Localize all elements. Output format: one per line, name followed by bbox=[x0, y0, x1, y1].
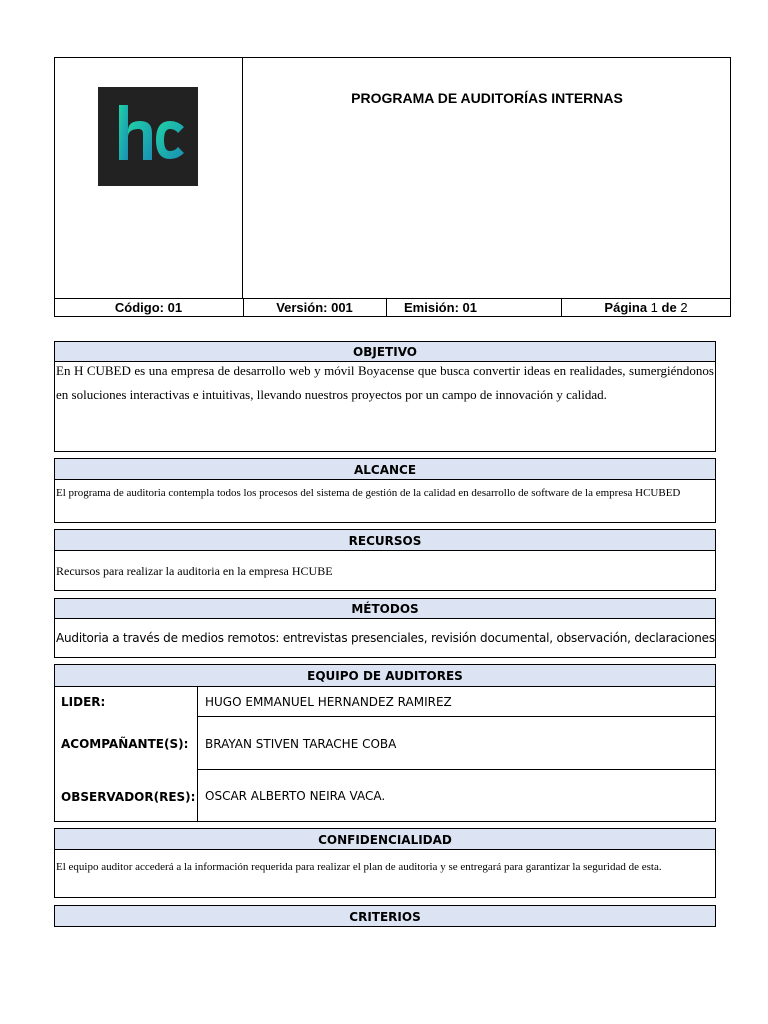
auditor-label: OBSERVADOR(RES): bbox=[61, 790, 196, 804]
recursos-text: Recursos para realizar la auditoria en la empresa HCUBE bbox=[56, 564, 333, 578]
section-heading-equipo: EQUIPO DE AUDITORES bbox=[54, 664, 716, 687]
auditor-label: LIDER: bbox=[61, 695, 106, 709]
metodos-text: Auditoria a través de medios remotos: entrevistas presenciales, revisión documental, observación, declaraciones bbox=[56, 631, 715, 645]
auditor-value: BRAYAN STIVEN TARACHE COBA bbox=[205, 737, 397, 751]
divider bbox=[197, 716, 716, 717]
section-body-objetivo bbox=[54, 362, 716, 452]
hc-logo-icon bbox=[98, 87, 198, 186]
codigo-field: Código: 01 bbox=[114, 300, 183, 315]
section-heading-alcance: ALCANCE bbox=[54, 458, 716, 480]
objetivo-text: En H CUBED es una empresa de desarrollo web y móvil Boyacense que busca convertir ideas en realidades, sumergiéndonos en soluciones interactivas e intuitivas, llevando nuestros proyectos por un campo de innovación y calidad. bbox=[56, 363, 714, 402]
document-title: PROGRAMA DE AUDITORÍAS INTERNAS bbox=[351, 90, 623, 106]
pagina-num: 1 bbox=[650, 300, 658, 315]
company-logo bbox=[98, 87, 198, 186]
section-heading-confidencialidad: CONFIDENCIALIDAD bbox=[54, 828, 716, 850]
auditor-value: OSCAR ALBERTO NEIRA VACA. bbox=[205, 789, 386, 803]
section-body-recursos bbox=[54, 551, 716, 591]
section-heading-criterios: CRITERIOS bbox=[54, 905, 716, 927]
pagina-de: de bbox=[661, 300, 677, 315]
auditor-label: ACOMPAÑANTE(S): bbox=[61, 737, 189, 751]
section-heading-metodos: MÉTODOS bbox=[54, 598, 716, 619]
divider bbox=[197, 769, 716, 770]
divider bbox=[197, 687, 198, 822]
section-heading-objetivo: OBJETIVO bbox=[54, 341, 716, 362]
emision-field: Emisión: 01 bbox=[404, 300, 477, 315]
pagina-label: Página bbox=[604, 300, 648, 315]
version-field: Versión: 001 bbox=[276, 300, 353, 315]
pagina-field bbox=[561, 298, 731, 317]
divider bbox=[386, 298, 387, 317]
section-heading-recursos: RECURSOS bbox=[54, 529, 716, 551]
pagina-total: 2 bbox=[680, 300, 688, 315]
section-body-alcance bbox=[54, 480, 716, 523]
section-body-metodos bbox=[54, 619, 716, 658]
auditor-value: HUGO EMMANUEL HERNANDEZ RAMIREZ bbox=[205, 695, 452, 709]
section-body-confidencialidad bbox=[54, 850, 716, 898]
alcance-text: El programa de auditoria contempla todos los procesos del sistema de gestión de la calidad en desarrollo de software de la empresa HCUBED bbox=[56, 487, 681, 499]
confidencialidad-text: El equipo auditor accederá a la información requerida para realizar el plan de auditoria y se entregará para garantizar la seguridad de esta. bbox=[56, 861, 662, 873]
